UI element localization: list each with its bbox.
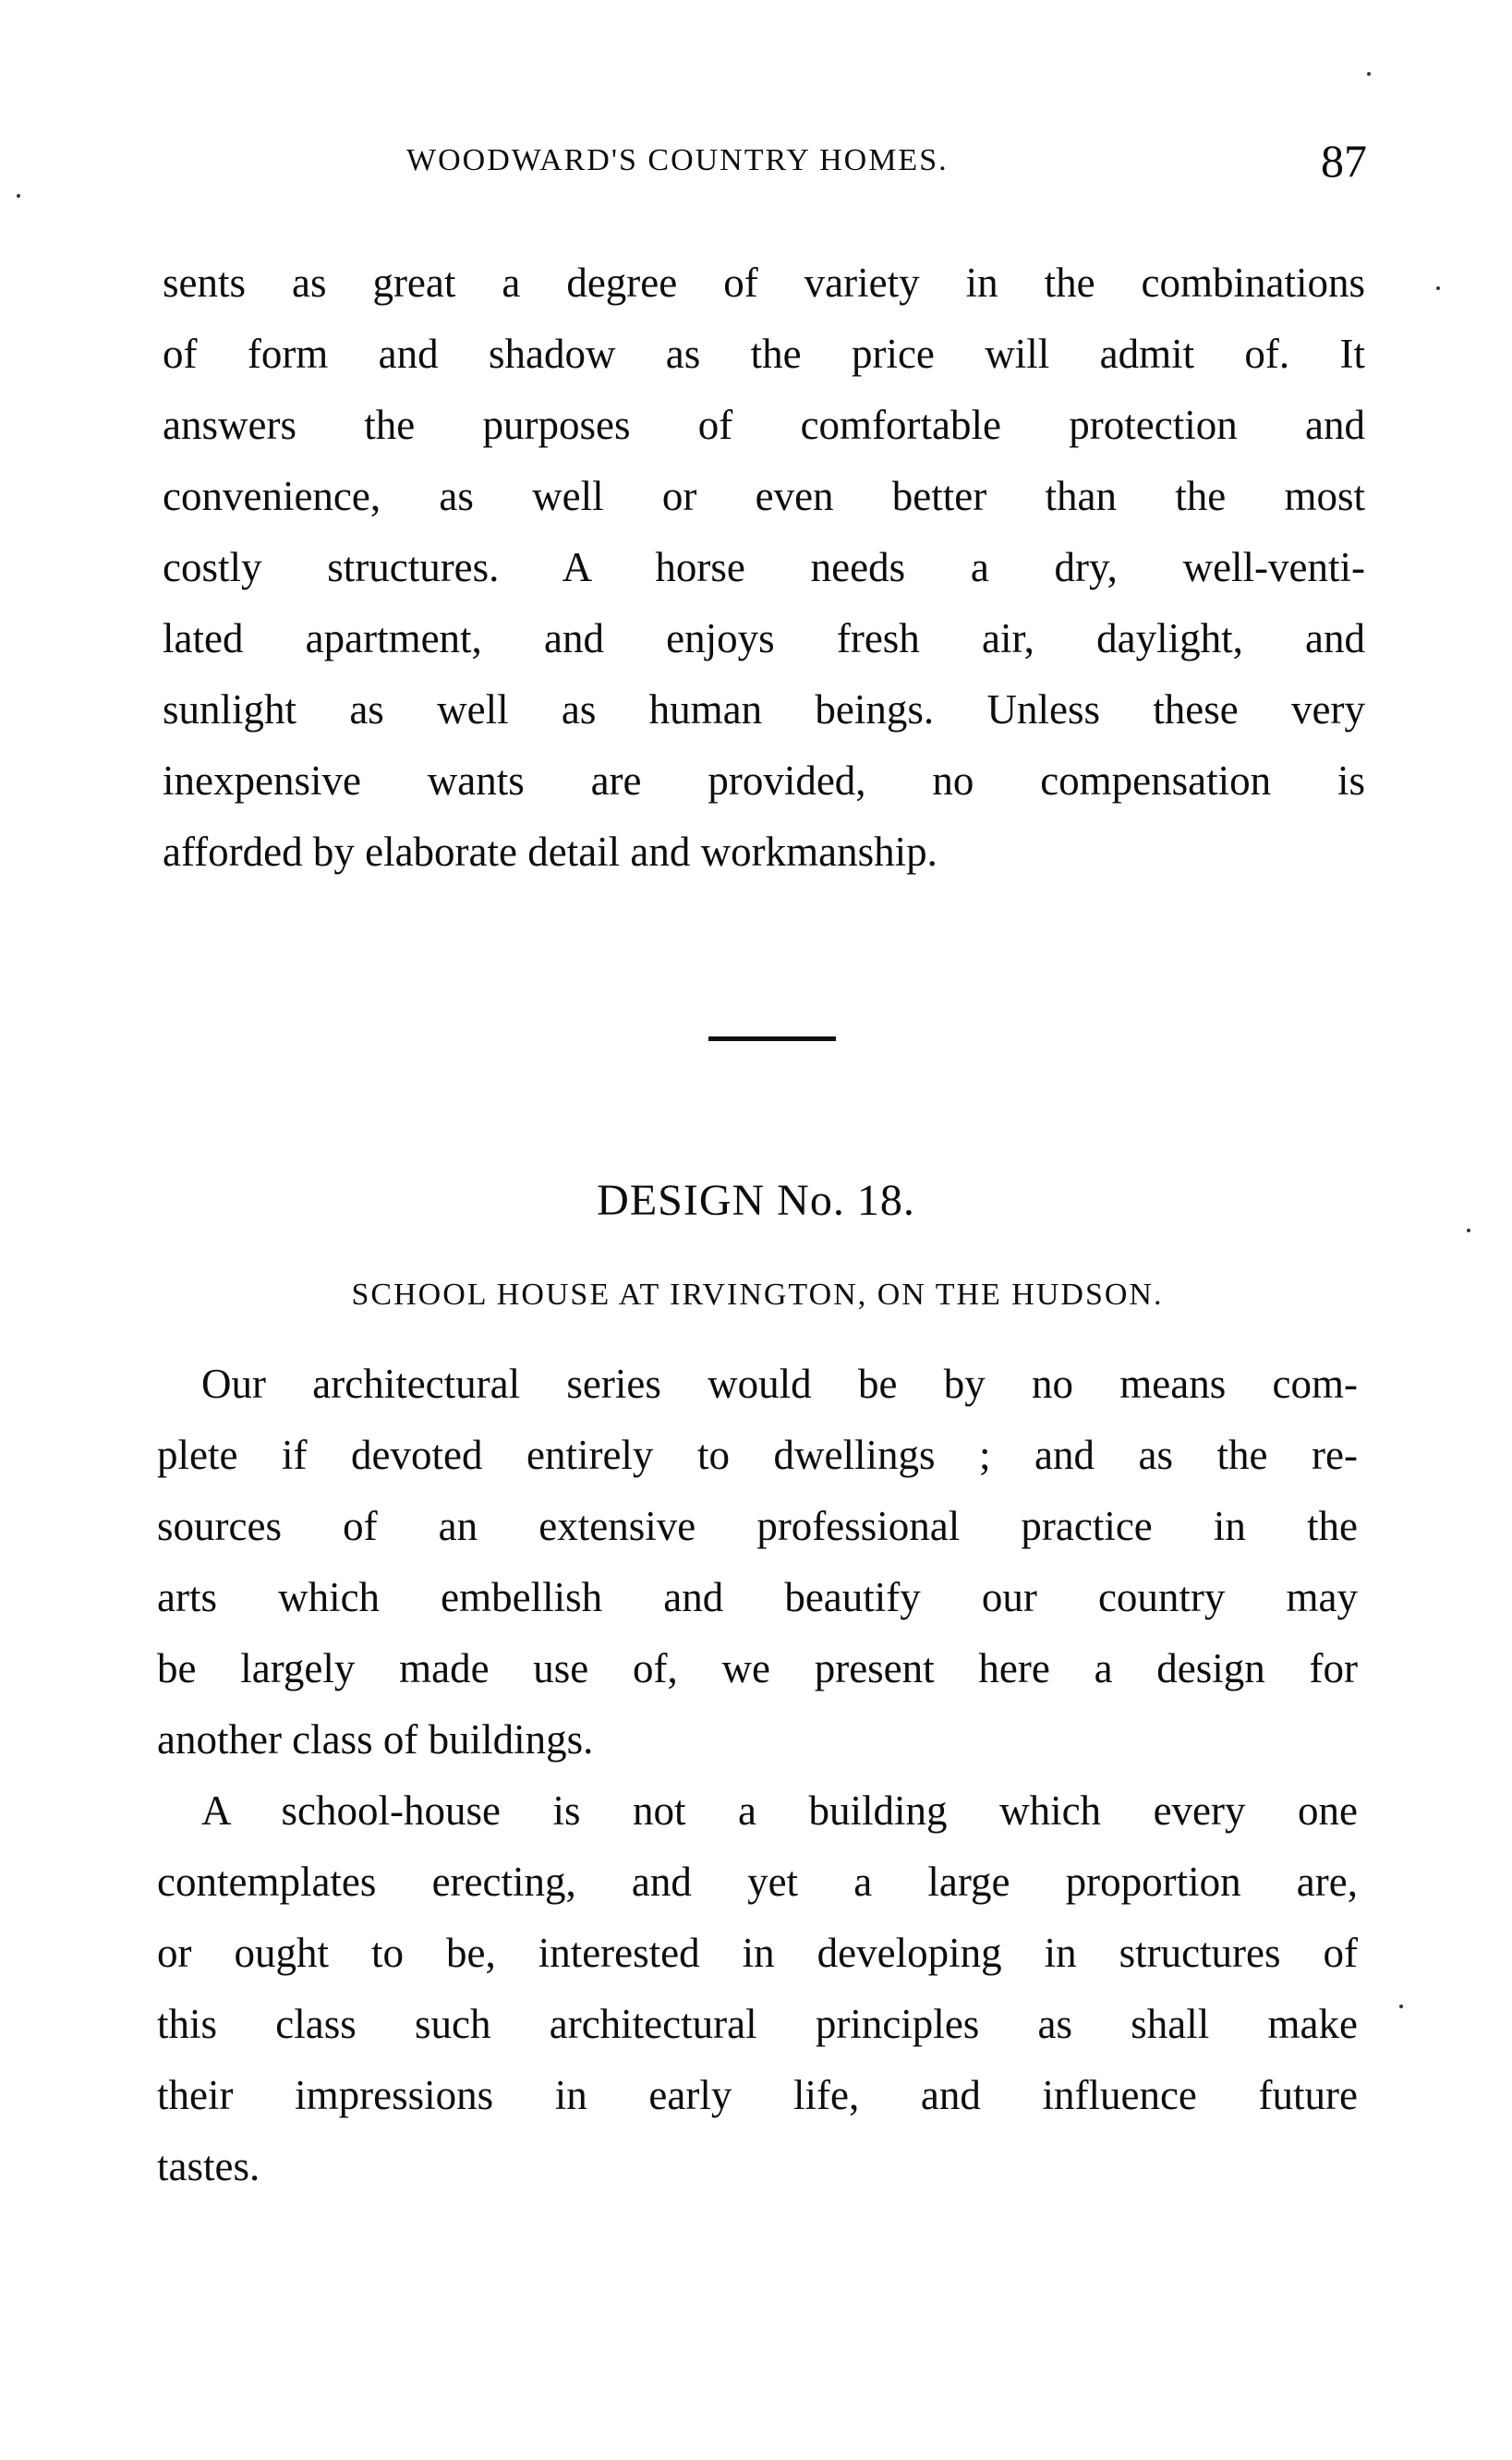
paragraph-continuation: [163, 248, 1365, 888]
scan-speck: [17, 194, 20, 198]
text-line: be largely made use of, we present here a design for: [157, 1645, 1358, 1691]
scan-speck: [1367, 72, 1371, 76]
text-line: sents as great a degree of variety in the combinations: [163, 260, 1365, 306]
text-line: costly structures. A horse needs a dry, well-venti-: [163, 544, 1365, 590]
text-line: A school-house is not a building which every one: [201, 1787, 1358, 1834]
text-line: tastes.: [157, 2143, 260, 2189]
text-line: arts which embellish and beautify our country may: [157, 1574, 1358, 1620]
section-divider-rule: [708, 1036, 836, 1041]
text-line: their impressions in early life, and influence future: [157, 2072, 1358, 2118]
text-line: this class such architectural principles as shall make: [157, 2001, 1358, 2047]
scan-speck: [1436, 286, 1440, 290]
text-line: of form and shadow as the price will admit of. It: [163, 331, 1365, 377]
running-title: WOODWARD'S COUNTRY HOMES.: [406, 143, 949, 177]
text-line: contemplates erecting, and yet a large proportion are,: [157, 1859, 1358, 1905]
text-line: another class of buildings.: [157, 1716, 594, 1763]
paragraph-school-house: [157, 1775, 1358, 2202]
design-subheading: SCHOOL HOUSE AT IRVINGTON, ON THE HUDSON.: [351, 1278, 1164, 1312]
text-line: sunlight as well as human beings. Unless these very: [163, 686, 1365, 733]
text-line: plete if devoted entirely to dwellings ; and as the re-: [157, 1432, 1358, 1478]
text-line: sources of an extensive professional practice in the: [157, 1503, 1358, 1549]
text-line: lated apartment, and enjoys fresh air, daylight, and: [163, 615, 1365, 661]
design-heading: DESIGN No. 18.: [597, 1176, 915, 1225]
text-line: afforded by elaborate detail and workmanship.: [163, 829, 937, 875]
text-line: answers the purposes of comfortable protection and: [163, 402, 1365, 448]
page-number: 87: [1321, 135, 1367, 187]
text-line: Our architectural series would be by no means com-: [201, 1361, 1358, 1407]
text-line: convenience, as well or even better than the most: [163, 473, 1365, 519]
running-head: [406, 134, 1367, 199]
text-line: or ought to be, interested in developing in structures of: [157, 1930, 1358, 1976]
paragraph-intro: [157, 1349, 1358, 1775]
scan-speck: [1399, 2005, 1403, 2008]
text-line: inexpensive wants are provided, no compensation is: [163, 757, 1365, 804]
scan-speck: [1467, 1229, 1470, 1232]
